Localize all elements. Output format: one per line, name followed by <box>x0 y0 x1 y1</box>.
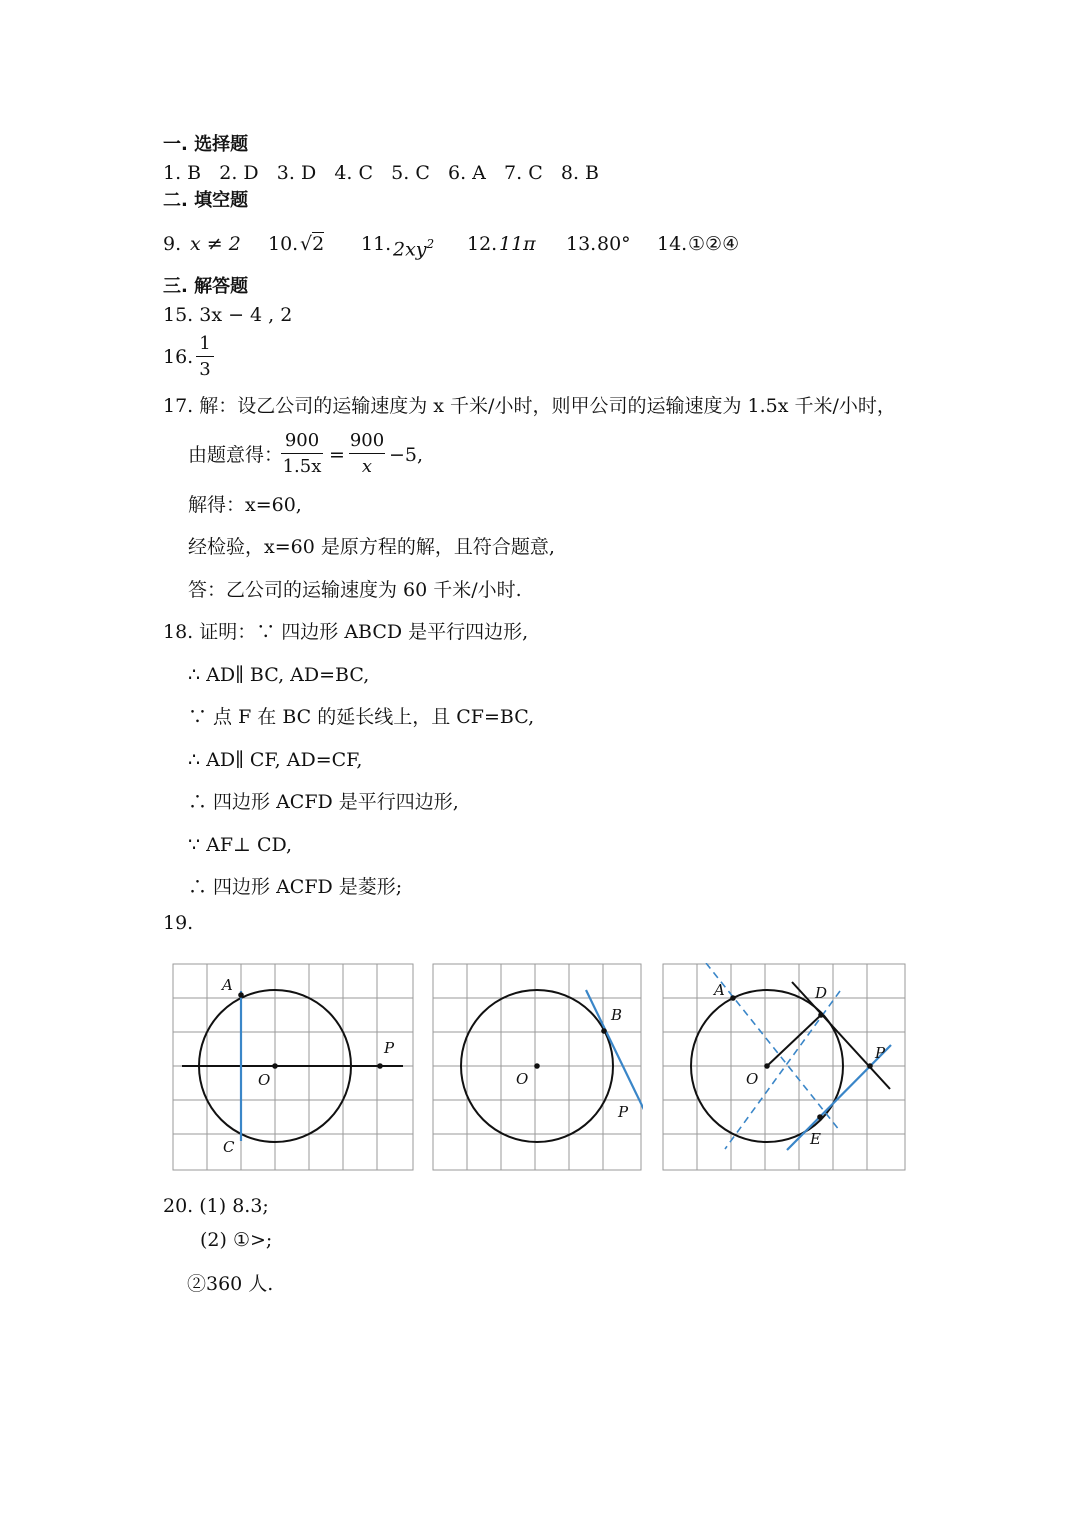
q19-num: 19. <box>163 912 194 934</box>
q17-eq-label: 由题意得： <box>188 444 284 466</box>
q18-line5: ∴ 四边形 ACFD 是平行四边形, <box>188 791 459 813</box>
label-p: P <box>875 1044 886 1062</box>
label-p: P <box>384 1039 395 1057</box>
fill-q10-answer <box>300 232 324 256</box>
choice-answer: 6. A <box>448 162 486 184</box>
q17-line3: 解得：x=60, <box>188 494 302 516</box>
radicand: 2 <box>312 233 325 255</box>
q20-line2: (2) ①>; <box>200 1229 273 1251</box>
point-o <box>764 1063 770 1069</box>
q17-f1-denominator: 1.5x <box>282 456 322 477</box>
fill-q14-answer: ①②④ <box>688 233 740 255</box>
choice-answer: 2. D <box>219 162 259 184</box>
q11-base: 2xy <box>393 238 427 261</box>
radius-od <box>767 1015 821 1066</box>
q17-fraction-1 <box>281 430 323 477</box>
fill-q13-num: 13. <box>566 233 597 255</box>
label-o: O <box>258 1071 271 1089</box>
point-e <box>817 1114 823 1120</box>
q18-line6: ∵ AF⊥ CD, <box>188 834 293 856</box>
point-a <box>730 995 736 1001</box>
point-o <box>534 1063 540 1069</box>
q18-line1: 18. 证明：∵ 四边形 ABCD 是平行四边形, <box>163 621 529 643</box>
fill-q10-num: 10. <box>268 233 299 255</box>
fill-q14-num: 14. <box>657 233 688 255</box>
q18-line3: ∵ 点 F 在 BC 的延长线上，且 CF=BC, <box>188 706 535 728</box>
fill-q11-answer <box>393 232 434 261</box>
q18-line7: ∴ 四边形 ACFD 是菱形; <box>188 876 403 898</box>
point-p <box>377 1063 383 1069</box>
choice-answer: 1. B <box>163 162 202 184</box>
q16-denominator: 3 <box>199 359 211 380</box>
q16-numerator: 1 <box>199 333 211 354</box>
section-title-solve: 三. 解答题 <box>163 276 249 297</box>
fill-q9-num: 9. <box>163 233 182 255</box>
section-title-fill: 二. 填空题 <box>163 190 249 211</box>
figure-1 <box>172 963 415 1172</box>
point-a <box>238 992 244 998</box>
q17-line4: 经检验，x=60 是原方程的解，且符合题意, <box>188 536 555 558</box>
point-p <box>867 1063 873 1069</box>
choice-answer: 3. D <box>276 162 317 184</box>
q18-line2: ∴ AD∥ BC, AD=BC, <box>188 664 370 686</box>
choice-answer: 7. C <box>504 162 543 184</box>
q17-f1-numerator: 900 <box>284 430 320 451</box>
label-a: A <box>714 981 725 999</box>
label-b: B <box>611 1006 623 1024</box>
choice-answer: 5. C <box>391 162 430 184</box>
q17-f2-denominator: x <box>361 456 373 477</box>
q17-eq-tail: −5, <box>389 444 424 466</box>
fill-q12-num: 12. <box>467 233 498 255</box>
q11-exponent: 2 <box>426 237 435 251</box>
label-c: C <box>223 1138 235 1156</box>
q15-answer: 15. 3x − 4 , 2 <box>163 304 293 326</box>
q17-line5: 答：乙公司的运输速度为 60 千米/小时. <box>188 579 522 601</box>
q17-f2-numerator: 900 <box>349 430 385 451</box>
fill-q9-answer: x ≠ 2 <box>190 233 241 255</box>
label-d: D <box>815 984 828 1002</box>
section-title-choice: 一. 选择题 <box>163 134 249 155</box>
label-e: E <box>810 1130 821 1148</box>
label-o: O <box>746 1070 759 1088</box>
point-o <box>272 1063 278 1069</box>
fill-q11-num: 11. <box>361 233 392 255</box>
fill-q12-answer: 11π <box>499 233 536 255</box>
q17-line1: 17. 解：设乙公司的运输速度为 x 千米/小时，则甲公司的运输速度为 1.5x 千米/小时， <box>163 395 896 417</box>
q16-fraction <box>196 333 214 380</box>
q18-line4: ∴ AD∥ CF, AD=CF, <box>188 749 363 771</box>
label-p: P <box>618 1103 629 1121</box>
label-a: A <box>222 976 233 994</box>
point-d <box>818 1012 824 1018</box>
q17-eq-sign: = <box>329 444 345 466</box>
figure-2 <box>432 963 643 1172</box>
q17-fraction-2 <box>349 430 385 477</box>
choice-answers <box>163 161 599 185</box>
q16-num: 16. <box>163 346 194 368</box>
choice-answer: 8. B <box>560 162 600 184</box>
sqrt-icon: √ <box>300 233 313 255</box>
fill-q13-answer: 80° <box>597 233 631 255</box>
q20-line1: 20. (1) 8.3; <box>163 1195 269 1217</box>
label-o: O <box>516 1070 529 1088</box>
q20-line3: ②360 人. <box>187 1273 274 1295</box>
choice-answer: 4. C <box>334 162 374 184</box>
point-b <box>601 1028 607 1034</box>
figure-3 <box>662 963 907 1172</box>
